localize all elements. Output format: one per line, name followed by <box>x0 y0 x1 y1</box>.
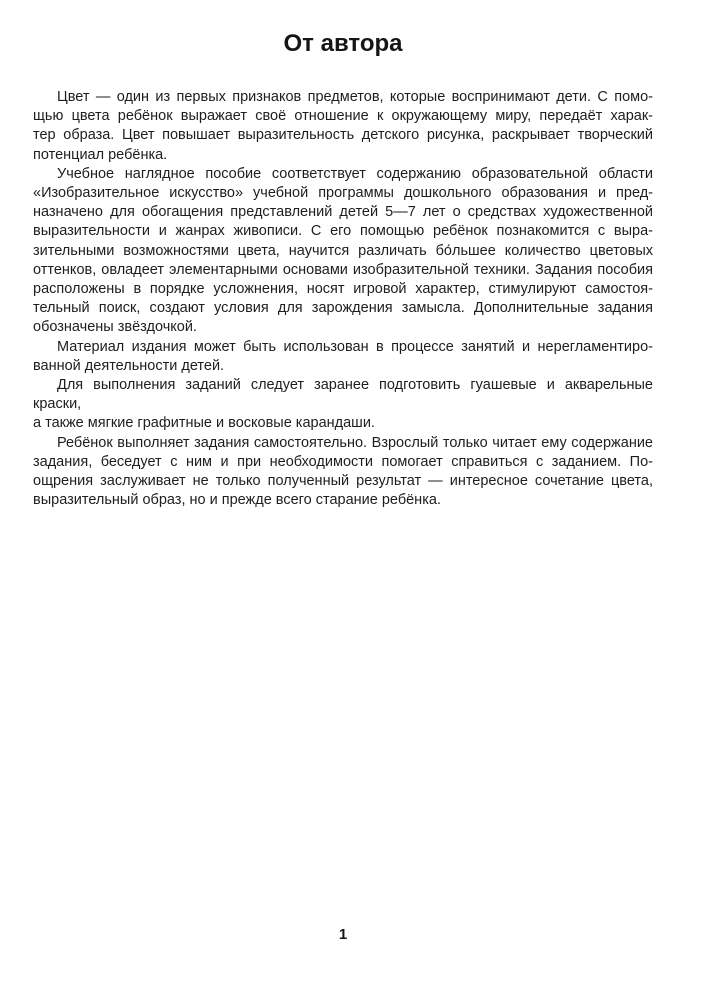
paragraph <box>33 88 653 165</box>
text-line: обозначены звёздочкой. <box>33 319 197 336</box>
text-line: Материал издания может быть использован в процессе занятий и нерегламентиро- <box>57 338 653 355</box>
text-line: выразительности и жанрах живописи. С его помощью ребёнок познакомится с выра- <box>33 223 653 240</box>
text-line: «Изобразительное искусство» учебной программы дошкольного образования и пред- <box>33 185 653 202</box>
page-title: От автора <box>283 30 403 57</box>
text-line: расположены в порядке усложнения, носят игровой характер, стимулируют самостоя- <box>33 281 653 298</box>
text-line: оттенков, овладеет элементарными основами изобразительной техники. Задания пособия <box>33 261 653 278</box>
text-line: ощрения заслуживает не только полученный результат — интересное сочетание цвета, <box>33 473 653 490</box>
text-line: Для выполнения заданий следует заранее подготовить гуашевые и акварельные краски, <box>33 377 653 413</box>
text-line: выразительный образ, но и прежде всего старание ребёнка. <box>33 492 441 509</box>
text-line: назначено для обогащения представлений детей 5—7 лет о средствах художественной <box>33 204 653 221</box>
text-line: а также мягкие графитные и восковые карандаши. <box>33 415 375 432</box>
text-line: щью цвета ребёнок выражает своё отношение к окружающему миру, передаёт харак- <box>33 108 653 125</box>
text-line: Цвет — один из первых признаков предметов, которые воспринимают дети. С помо- <box>57 89 653 105</box>
paragraph <box>33 376 653 434</box>
page-content <box>33 30 653 510</box>
text-line: зительными возможностями цвета, научится различать бо́льшее количество цветовых <box>33 242 653 259</box>
text-line: ванной деятельности детей. <box>33 357 225 374</box>
text-line: Учебное наглядное пособие соответствует содержанию образовательной области <box>57 165 653 182</box>
page-number: 1 <box>338 926 348 943</box>
text-line: потенциал ребёнка. <box>33 146 168 163</box>
paragraph <box>33 165 653 338</box>
paragraph <box>33 434 653 511</box>
text-line: задания, беседует с ним и при необходимости помогает справиться с заданием. По- <box>33 453 653 470</box>
body-text <box>33 88 653 510</box>
text-line: Ребёнок выполняет задания самостоятельно. Взрослый только читает ему содержание <box>57 434 653 451</box>
text-line: тер образа. Цвет повышает выразительность детского рисунка, раскрывает творческий <box>33 127 653 144</box>
paragraph <box>33 338 653 376</box>
text-line: тельный поиск, создают условия для зарождения замысла. Дополнительные задания <box>33 300 653 317</box>
